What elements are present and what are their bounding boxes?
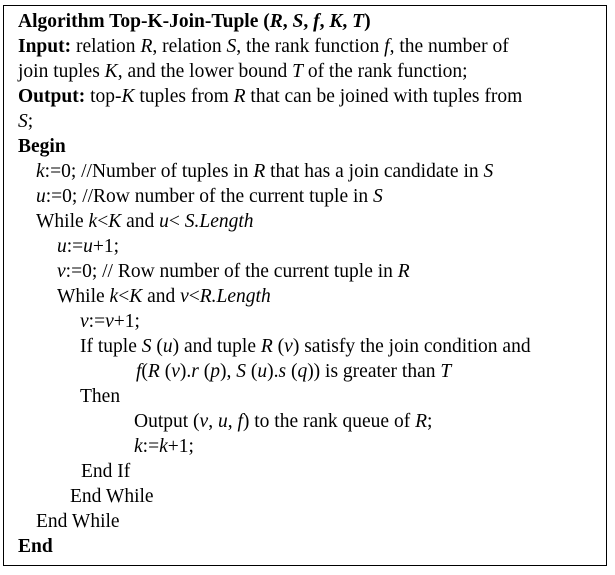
var-r: r xyxy=(191,361,199,382)
text: ). xyxy=(267,361,279,382)
var-s: s xyxy=(278,361,287,382)
text: := xyxy=(142,436,160,457)
var-S-length: S.Length xyxy=(184,211,254,232)
begin-keyword: Begin xyxy=(18,136,66,157)
text: ), xyxy=(219,361,237,382)
text: +1; xyxy=(113,311,140,332)
stmt-if-condition xyxy=(80,334,531,359)
stmt-output xyxy=(134,409,432,434)
text: :=0; // Row number of the current tuple in xyxy=(65,261,398,282)
var-S: S xyxy=(483,161,494,182)
text: ( xyxy=(272,336,285,357)
output-label: Output: xyxy=(18,86,86,107)
text: tuples from xyxy=(134,86,234,107)
var-p: p xyxy=(210,361,220,382)
text: of the rank function; xyxy=(302,61,468,82)
then-keyword: Then xyxy=(80,386,121,407)
var-v: v xyxy=(171,361,180,382)
text: top- xyxy=(85,86,122,107)
var-R: R xyxy=(140,36,153,57)
end-inner-while-keyword: End While xyxy=(70,486,154,507)
param-T: T xyxy=(352,11,365,32)
var-k: k xyxy=(134,436,143,457)
stmt-init-u xyxy=(36,184,383,209)
var-v: v xyxy=(80,311,89,332)
text: , the number of xyxy=(389,36,509,57)
text: While xyxy=(57,286,110,307)
text: ( xyxy=(151,336,163,357)
text: If tuple xyxy=(80,336,142,357)
text: , and the lower bound xyxy=(117,61,293,82)
text: that can be joined with tuples from xyxy=(245,86,523,107)
param-R: R xyxy=(269,11,283,32)
output-line-2 xyxy=(18,109,33,134)
text: ) and tuple xyxy=(172,336,261,357)
input-line-2 xyxy=(18,59,468,84)
var-q: q xyxy=(297,361,308,382)
text: :=0; //Row number of the current tuple in xyxy=(45,186,374,207)
input-line-1 xyxy=(18,34,596,59)
title-keyword: Algorithm Top-K-Join-Tuple ( xyxy=(18,11,270,32)
text: , the rank function xyxy=(236,36,385,57)
var-R: R xyxy=(253,161,266,182)
text: < xyxy=(168,211,185,232)
title-close: ) xyxy=(364,11,371,32)
algorithm-box xyxy=(3,5,607,566)
end-outer-while-keyword: End While xyxy=(36,511,120,532)
text: and xyxy=(142,286,181,307)
text: ( xyxy=(245,361,258,382)
var-K: K xyxy=(129,286,143,307)
var-R: R xyxy=(415,411,427,432)
var-T: T xyxy=(440,361,452,382)
stmt-increment-v xyxy=(80,309,140,334)
stmt-if-condition-cont xyxy=(136,359,451,384)
algorithm-title: Algorithm Top-K-Join-Tuple (R, S, f, K, T) xyxy=(18,11,371,32)
text: +1; xyxy=(92,236,120,257)
var-u: u xyxy=(57,236,67,257)
var-T: T xyxy=(292,61,303,82)
var-v: v xyxy=(105,311,114,332)
var-u: u xyxy=(36,186,46,207)
stmt-init-k xyxy=(36,159,493,184)
text: < xyxy=(118,286,130,307)
var-S: S xyxy=(236,361,246,382)
param-f: f xyxy=(313,11,320,32)
text: := xyxy=(66,236,84,257)
var-v: v xyxy=(199,411,209,432)
var-S: S xyxy=(18,111,28,132)
text: , relation xyxy=(152,36,227,57)
var-S: S xyxy=(373,186,383,207)
var-R: R xyxy=(147,361,160,382)
text: ; xyxy=(426,411,433,432)
text: < xyxy=(188,286,200,307)
text: +1; xyxy=(167,436,194,457)
var-R: R xyxy=(233,86,246,107)
text: ( xyxy=(286,361,298,382)
stmt-inner-while xyxy=(57,284,271,309)
text: ( xyxy=(159,361,172,382)
text: , xyxy=(227,411,238,432)
var-v: v xyxy=(57,261,66,282)
end-if-keyword: End If xyxy=(81,461,131,482)
var-R: R xyxy=(260,336,273,357)
var-u: u xyxy=(83,236,93,257)
text: < xyxy=(97,211,109,232)
text: :=0; //Number of tuples in xyxy=(44,161,254,182)
var-K: K xyxy=(104,61,118,82)
text: ). xyxy=(179,361,192,382)
var-u: u xyxy=(217,411,228,432)
output-line-1 xyxy=(18,84,522,109)
var-v: v xyxy=(180,286,189,307)
text: ( xyxy=(198,361,211,382)
text: )) is greater than xyxy=(307,361,441,382)
var-R: R xyxy=(397,261,410,282)
stmt-init-v xyxy=(57,259,410,284)
var-K: K xyxy=(108,211,122,232)
text: that has a join candidate in xyxy=(265,161,484,182)
var-f: f xyxy=(136,361,142,382)
input-label: Input: xyxy=(18,36,72,57)
var-k: k xyxy=(159,436,168,457)
param-K: K xyxy=(329,11,343,32)
var-u: u xyxy=(159,211,169,232)
var-K: K xyxy=(121,86,135,107)
text: ) to the rank queue of xyxy=(242,411,416,432)
var-f: f xyxy=(237,411,243,432)
end-keyword: End xyxy=(18,536,53,557)
var-k: k xyxy=(88,211,98,232)
var-k: k xyxy=(36,161,45,182)
text: ( xyxy=(141,361,148,382)
text: Output ( xyxy=(134,411,200,432)
text: ) satisfy the join condition and xyxy=(292,336,531,357)
text: and xyxy=(121,211,160,232)
var-u: u xyxy=(162,336,173,357)
var-S: S xyxy=(141,336,152,357)
text: := xyxy=(88,311,106,332)
text: , xyxy=(208,411,218,432)
text: While xyxy=(36,211,89,232)
var-R-length: R.Length xyxy=(199,286,271,307)
stmt-increment-u xyxy=(57,234,119,259)
stmt-increment-k xyxy=(134,434,194,459)
var-S: S xyxy=(226,36,237,57)
param-S: S xyxy=(292,11,304,32)
var-k: k xyxy=(109,286,119,307)
text: relation xyxy=(71,36,141,57)
var-f: f xyxy=(384,36,390,57)
text: ; xyxy=(27,111,34,132)
var-u: u xyxy=(257,361,268,382)
var-v: v xyxy=(284,336,293,357)
text: join tuples xyxy=(18,61,105,82)
stmt-outer-while xyxy=(36,209,254,234)
